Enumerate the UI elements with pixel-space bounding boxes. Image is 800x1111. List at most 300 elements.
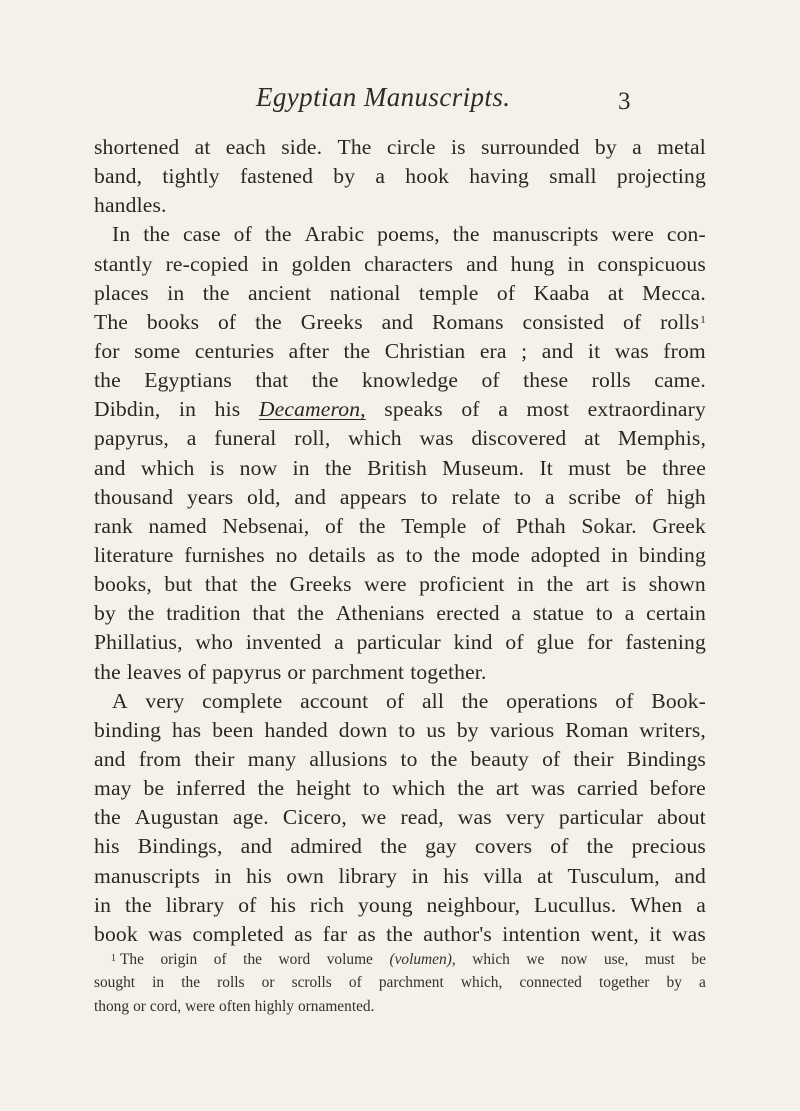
word: Roman — [565, 717, 629, 742]
word: many — [247, 746, 297, 771]
word: of — [348, 974, 362, 992]
body-line — [94, 832, 706, 861]
word: Pthah — [515, 513, 566, 538]
word: the — [127, 601, 155, 626]
word: certain — [646, 601, 706, 626]
word: relate — [451, 484, 501, 509]
word: Mecca. — [642, 280, 706, 305]
word: Cicero, — [282, 805, 347, 830]
body-line — [94, 279, 706, 308]
footnote — [94, 948, 706, 1018]
word: Bindings, — [137, 834, 223, 859]
word: British — [367, 455, 427, 480]
word: read, — [400, 805, 444, 830]
word: manuscripts — [492, 222, 599, 247]
word: handles. — [94, 193, 167, 218]
word: be — [626, 455, 647, 480]
word: sought — [94, 974, 136, 992]
body-line — [94, 454, 706, 483]
word: Phillatius, — [94, 630, 183, 655]
word: carried — [576, 776, 638, 801]
word: library — [165, 892, 225, 917]
word: a — [498, 397, 508, 422]
word: particular — [558, 805, 644, 830]
word: and — [94, 455, 126, 480]
word: was — [457, 805, 492, 830]
word: temple — [418, 280, 479, 305]
word: of — [217, 309, 237, 334]
word: as — [376, 542, 395, 567]
word: hook — [405, 164, 450, 189]
word: to — [400, 746, 418, 771]
body-line — [94, 250, 706, 279]
word: the — [255, 309, 282, 334]
word: his — [270, 892, 297, 917]
word: Temple — [401, 513, 467, 538]
word: came. — [654, 368, 706, 393]
word: precious — [631, 834, 706, 859]
word: from — [663, 338, 706, 363]
word: Sokar. — [581, 513, 637, 538]
word: glue — [536, 630, 575, 655]
body-line — [94, 512, 706, 541]
word: Lucullus. — [534, 892, 617, 917]
word: invented — [245, 630, 322, 655]
word: to — [514, 484, 532, 509]
word: in — [610, 542, 629, 567]
word: of — [634, 484, 654, 509]
word: villa — [483, 863, 523, 888]
word: been — [212, 717, 254, 742]
word: word — [278, 951, 311, 968]
word: went, — [590, 921, 639, 946]
word: library — [338, 863, 398, 888]
word: Memphis, — [617, 426, 706, 451]
word: which, — [460, 974, 503, 992]
word: be — [691, 951, 706, 968]
word: or — [133, 997, 146, 1015]
word: projecting — [616, 164, 706, 189]
word: book — [94, 921, 138, 946]
word: a — [334, 630, 344, 655]
word: before — [649, 776, 706, 801]
word: which — [348, 426, 402, 451]
word: often — [219, 997, 251, 1015]
word: must — [568, 455, 611, 480]
word: at — [194, 135, 211, 159]
word: of — [496, 280, 516, 305]
word: age. — [232, 805, 269, 830]
word: in — [517, 572, 535, 597]
word: extraordinary — [587, 397, 706, 422]
word: of — [238, 892, 257, 917]
word: ancient — [247, 280, 312, 305]
word: Museum. — [442, 455, 525, 480]
word: was — [671, 921, 706, 946]
word: Arabic — [304, 222, 365, 247]
word: circle — [386, 135, 436, 159]
word: Greeks — [289, 572, 352, 597]
word: these — [523, 368, 569, 393]
word: from — [138, 746, 182, 771]
word: When — [630, 892, 683, 917]
body-line — [94, 716, 706, 745]
word: golden — [291, 251, 352, 276]
body-text — [94, 133, 706, 949]
word: Tusculum, — [567, 863, 660, 888]
word: Christian — [384, 338, 466, 363]
word: case — [182, 222, 221, 247]
word: and — [94, 746, 126, 771]
word: papyrus — [212, 659, 282, 684]
word: high — [666, 484, 706, 509]
word: young — [357, 892, 413, 917]
word: in — [214, 863, 232, 888]
word: author's — [423, 921, 492, 946]
word: (volumen), — [389, 951, 456, 968]
word: re-copied — [165, 251, 249, 276]
word: Dibdin, — [94, 397, 161, 422]
word: down — [338, 717, 388, 742]
word: to — [362, 776, 380, 801]
word: his — [246, 863, 272, 888]
word: were — [185, 997, 215, 1015]
word: we — [360, 805, 387, 830]
word: Greek — [652, 513, 706, 538]
word: consisted — [522, 309, 605, 334]
word: three — [662, 455, 706, 480]
word: the — [386, 921, 413, 946]
footnote-line — [94, 971, 706, 994]
page-number: 3 — [618, 88, 631, 115]
word: hung — [510, 251, 555, 276]
word: the — [358, 513, 386, 538]
word: and — [541, 338, 574, 363]
word: of — [550, 834, 569, 859]
word: binding — [638, 542, 706, 567]
word: admired — [290, 834, 363, 859]
word: characters — [364, 251, 454, 276]
word: a — [624, 601, 635, 626]
word: as — [357, 921, 376, 946]
word: their — [573, 746, 614, 771]
word: art — [585, 572, 610, 597]
body-line — [94, 920, 706, 949]
word: $^1$ The — [111, 951, 144, 968]
word: by — [666, 974, 682, 992]
word: shown — [648, 572, 706, 597]
word: fastened — [239, 164, 314, 189]
word: the — [143, 222, 171, 247]
word: by — [594, 135, 617, 159]
word: furnishes — [184, 542, 265, 567]
word: in — [94, 892, 112, 917]
word: we — [526, 951, 545, 968]
body-line — [94, 862, 706, 891]
word: after — [288, 338, 329, 363]
word: most — [526, 397, 570, 422]
word: together. — [410, 659, 487, 684]
word: Bindings — [626, 746, 706, 771]
word: Egyptians — [144, 368, 232, 393]
word: origin — [160, 951, 198, 968]
word: rolls — [591, 368, 631, 393]
word: the — [311, 368, 339, 393]
word: were — [611, 222, 654, 247]
word: In — [112, 222, 131, 247]
word: must — [644, 951, 675, 968]
word: knowledge — [361, 368, 459, 393]
word: mode — [471, 542, 520, 567]
word: was — [614, 338, 649, 363]
word: the — [452, 222, 480, 247]
word: Athenians — [335, 601, 425, 626]
word: Decameron, — [258, 397, 366, 422]
word: Romans — [432, 309, 504, 334]
word: having — [469, 164, 529, 189]
word: writers, — [639, 717, 706, 742]
word: the — [297, 601, 324, 626]
word: own — [286, 863, 324, 888]
word: gay — [425, 834, 457, 859]
word: of — [233, 222, 252, 247]
word: at — [607, 280, 624, 305]
word: the — [94, 368, 121, 393]
word: to — [595, 601, 613, 626]
word: binding — [94, 717, 162, 742]
word: no — [275, 542, 298, 567]
word: together — [598, 974, 650, 992]
word: each — [225, 135, 266, 159]
body-line — [94, 803, 706, 832]
body-line — [94, 366, 706, 395]
word: The — [94, 309, 129, 334]
word: statue — [532, 601, 585, 626]
word: which — [472, 951, 510, 968]
word: years — [186, 484, 234, 509]
word: It — [539, 455, 553, 480]
word: and — [240, 834, 273, 859]
word: inferred — [176, 776, 246, 801]
word: parchment — [311, 659, 405, 684]
word: Greeks — [300, 309, 363, 334]
word: books — [146, 309, 200, 334]
word: the — [257, 776, 285, 801]
body-line — [94, 570, 706, 599]
word: at — [537, 863, 553, 888]
word: is — [450, 135, 466, 159]
word: may — [94, 776, 132, 801]
word: highly — [254, 997, 294, 1015]
word: of — [324, 513, 344, 538]
word: it — [587, 338, 601, 363]
word: side. — [281, 135, 323, 159]
word: parchment — [378, 974, 444, 992]
word: completed — [192, 921, 284, 946]
word: the — [546, 572, 574, 597]
word: of — [623, 309, 642, 334]
word: who — [195, 630, 234, 655]
word: handed — [264, 717, 328, 742]
word: the — [250, 572, 278, 597]
word: the — [264, 222, 292, 247]
word: conspicuous — [597, 251, 706, 276]
word: of — [505, 630, 524, 655]
word: the — [202, 280, 230, 305]
word: Augustan — [134, 805, 219, 830]
word: which — [140, 455, 195, 480]
body-line — [94, 395, 706, 424]
word: the — [94, 805, 121, 830]
word: is — [209, 455, 225, 480]
word: of — [187, 659, 206, 684]
word: that — [255, 368, 289, 393]
word: scribe — [568, 484, 622, 509]
word: a — [511, 601, 522, 626]
word: by — [456, 717, 479, 742]
body-line — [94, 337, 706, 366]
word: the — [461, 688, 489, 713]
word: thong — [94, 997, 130, 1015]
word: a — [375, 164, 386, 189]
footnote-reference[interactable]: 1 — [700, 313, 706, 326]
word: in — [567, 251, 585, 276]
word: adopted — [530, 542, 601, 567]
word: proficient — [419, 572, 505, 597]
word: far — [322, 921, 348, 946]
word: in — [411, 863, 429, 888]
word: era — [479, 338, 507, 363]
footnote-line — [94, 995, 706, 1018]
word: rolls$^1$ — [660, 309, 706, 334]
word: for — [94, 338, 120, 363]
word: The — [337, 135, 372, 159]
footnote-line — [94, 948, 706, 971]
word: his — [94, 834, 120, 859]
word: discovered — [471, 426, 567, 451]
body-line — [94, 308, 706, 337]
word: funeral — [214, 426, 277, 451]
word: speaks — [384, 397, 443, 422]
word: the — [324, 455, 352, 480]
word: for — [587, 630, 613, 655]
word: fastening — [625, 630, 706, 655]
body-line — [94, 658, 706, 687]
word: of — [385, 688, 405, 713]
word: very — [505, 805, 545, 830]
word: old, — [247, 484, 281, 509]
body-line — [94, 133, 706, 162]
word: and — [674, 863, 706, 888]
word: the — [243, 951, 262, 968]
word: erected — [436, 601, 500, 626]
word: or — [287, 659, 306, 684]
word: of — [482, 513, 501, 538]
body-line — [94, 599, 706, 628]
word: rich — [309, 892, 345, 917]
word: now — [560, 951, 588, 968]
word: in — [167, 280, 185, 305]
word: be — [143, 776, 165, 801]
word: in — [179, 397, 197, 422]
word: us — [426, 717, 446, 742]
word: very — [145, 688, 185, 713]
word: neighbour, — [426, 892, 521, 917]
word: thousand — [94, 484, 174, 509]
word: at — [584, 426, 601, 451]
word: national — [329, 280, 401, 305]
word: their — [194, 746, 235, 771]
body-line — [94, 483, 706, 512]
word: operations — [506, 688, 598, 713]
word: use, — [603, 951, 629, 968]
word: was — [531, 776, 566, 801]
word: particular — [356, 630, 441, 655]
word: small — [549, 164, 597, 189]
word: his — [443, 863, 469, 888]
word: of — [213, 951, 227, 968]
word: A — [112, 688, 128, 713]
word: literature — [94, 542, 174, 567]
word: which — [391, 776, 446, 801]
word: a — [545, 484, 555, 509]
word: that — [252, 601, 286, 626]
word: surrounded — [480, 135, 580, 159]
word: rolls — [217, 974, 245, 992]
word: a — [186, 426, 197, 451]
word: were — [364, 572, 407, 597]
word: various — [489, 717, 555, 742]
word: the — [343, 338, 371, 363]
word: roll, — [294, 426, 331, 451]
word: the — [430, 746, 458, 771]
body-line — [94, 745, 706, 774]
body-line — [94, 541, 706, 570]
word: ; — [521, 338, 528, 363]
word: the — [94, 659, 121, 684]
word: con- — [666, 222, 706, 247]
word: covers — [474, 834, 533, 859]
word: now — [239, 455, 278, 480]
word: by — [333, 164, 356, 189]
body-line — [94, 774, 706, 803]
word: that — [204, 572, 238, 597]
word: metal — [657, 135, 706, 159]
word: in — [292, 455, 310, 480]
word: art — [495, 776, 520, 801]
word: complete — [202, 688, 283, 713]
word: scrolls — [291, 974, 332, 992]
word: the — [457, 776, 485, 801]
word: and — [294, 484, 327, 509]
word: tightly — [162, 164, 220, 189]
word: manuscripts — [94, 863, 201, 888]
word: places — [94, 280, 149, 305]
word: a — [632, 135, 642, 159]
word: was — [148, 921, 183, 946]
word: details — [308, 542, 366, 567]
word: of — [481, 368, 500, 393]
word: a — [699, 974, 706, 992]
word: but — [164, 572, 193, 597]
word: to — [398, 717, 416, 742]
word: band, — [94, 164, 143, 189]
word: the — [181, 974, 201, 992]
word: appears — [339, 484, 407, 509]
word: kind — [453, 630, 493, 655]
word: or — [261, 974, 275, 992]
word: of — [615, 688, 634, 713]
